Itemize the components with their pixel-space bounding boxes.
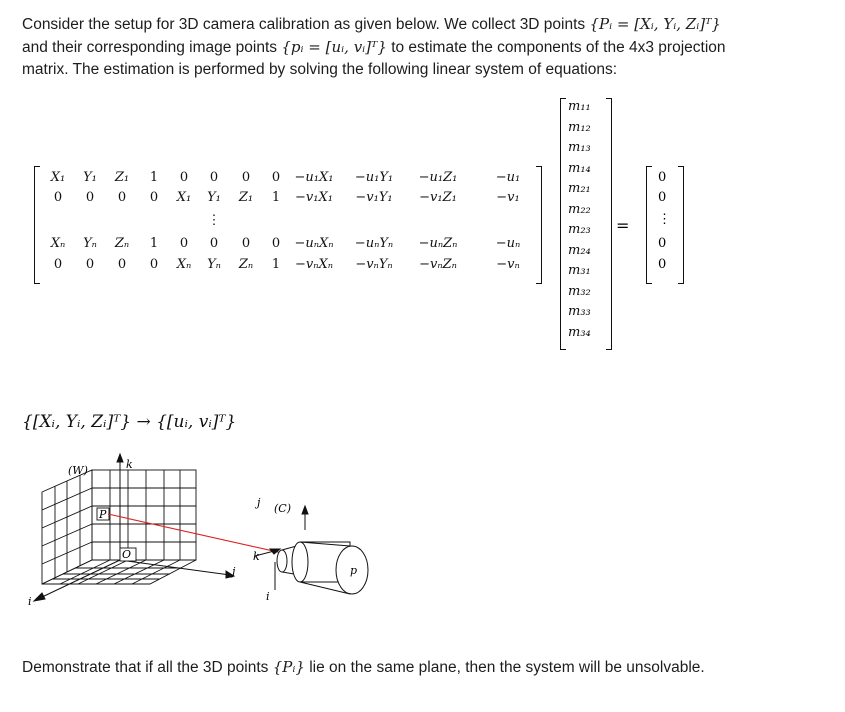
world-frame-label: (W)	[68, 464, 88, 477]
matrix-cell: −vₙZₙ	[419, 257, 457, 272]
zero-entry: 0	[658, 170, 667, 185]
world-points-set: {Pᵢ = [Xᵢ, Yᵢ, Zᵢ]ᵀ}	[589, 15, 721, 33]
zero-entry: 0	[658, 190, 667, 205]
unknown-entry: m₃₃	[568, 304, 591, 319]
matrix-cell: −v₁X₁	[295, 190, 333, 205]
matrix-right-bracket	[536, 166, 542, 284]
matrix-cell: Z₁	[114, 170, 130, 185]
image-point	[350, 564, 357, 577]
matrix-cell: 0	[271, 170, 281, 185]
problem-intro	[22, 13, 822, 81]
unknown-entry: m₁₁	[568, 99, 591, 114]
ic-label: i	[266, 590, 270, 603]
unknown-entry: m₁₃	[568, 140, 591, 155]
matrix-cell: 0	[179, 236, 189, 251]
matrix-cell: Zₙ	[238, 257, 254, 272]
intro-line-3: matrix. The estimation is performed by solving the following linear system of equations:	[22, 61, 618, 78]
intro-line-1: Consider the setup for 3D camera calibration as given below. We collect 3D points {Pᵢ = [Xᵢ, Yᵢ, Zᵢ]ᵀ}	[22, 15, 721, 33]
unknown-entry: m₂₄	[568, 242, 591, 258]
unknown-entry: m₁₂	[568, 119, 591, 135]
matrix-cell: 0	[53, 190, 63, 205]
matrix-cell: Y₁	[83, 170, 97, 185]
world-origin	[120, 548, 136, 561]
point-correspondence: {[Xᵢ, Yᵢ, Zᵢ]ᵀ} → {[uᵢ, vᵢ]ᵀ}	[22, 412, 237, 432]
matrix-cell: Zₙ	[114, 236, 130, 251]
matrix-cell: 0	[149, 190, 159, 205]
unknown-entry: m₃₄	[568, 324, 591, 340]
vector-right-bracket	[606, 98, 612, 350]
matrix-cell: −u₁Z₁	[418, 170, 458, 185]
matrix-cell: Yₙ	[83, 236, 97, 251]
kw-label: k	[126, 458, 133, 471]
unknown-entry: m₃₁	[568, 263, 591, 278]
matrix-cell: Xₙ	[50, 236, 66, 251]
matrix-cell: 0	[85, 257, 95, 272]
matrix-cell: 0	[241, 170, 251, 185]
matrix-cell: 0	[85, 190, 95, 205]
zero-right-bracket	[678, 166, 684, 284]
matrix-cell: 1	[149, 236, 159, 251]
problem-question: Demonstrate that if all the 3D points {Pᵢ} lie on the same plane, then the system will be unsolvable.	[22, 658, 705, 676]
matrix-cell: −uₙ	[495, 236, 521, 251]
matrix-cell: −uₙXₙ	[294, 236, 334, 251]
iw-label: i	[28, 595, 32, 608]
matrix-cell: Xₙ	[176, 257, 192, 272]
matrix-cell: 1	[271, 190, 281, 205]
matrix-cell: −v₁	[496, 190, 520, 205]
matrix-cell: Yₙ	[207, 257, 221, 272]
matrix-cell: 0	[149, 257, 159, 272]
zero-entry: 0	[658, 236, 667, 251]
matrix-cell: X₁	[50, 170, 66, 185]
matrix-cell: −vₙ	[496, 257, 520, 272]
matrix-cell: Y₁	[207, 190, 221, 205]
unknown-entry: m₂₃	[568, 222, 591, 237]
calibration-figure	[0, 450, 420, 620]
matrix-cell: 0	[53, 257, 63, 272]
matrix-cell: 0	[209, 236, 219, 251]
matrix-cell: 0	[179, 170, 189, 185]
matrix-cell: 1	[149, 170, 159, 185]
vector-left-bracket	[560, 98, 566, 350]
matrix-cell: −v₁Y₁	[355, 190, 393, 205]
jc-label: j	[257, 496, 261, 509]
matrix-cell: −uₙYₙ	[354, 236, 394, 251]
zero-entry: ⋮	[658, 212, 671, 227]
matrix-cell: −uₙZₙ	[418, 236, 458, 251]
matrix-cell: 0	[241, 236, 251, 251]
jw-label: j	[232, 565, 236, 578]
equals-sign: =	[616, 216, 630, 235]
matrix-left-bracket	[34, 166, 40, 284]
unknown-entry: m₂₂	[568, 201, 591, 217]
zero-left-bracket	[646, 166, 652, 284]
unknown-entry: m₂₁	[568, 181, 591, 196]
matrix-cell: X₁	[176, 190, 192, 205]
matrix-cell: 0	[117, 257, 127, 272]
world-point-p	[97, 508, 109, 521]
intro-line-2: and their corresponding image points {pᵢ = [uᵢ, vᵢ]ᵀ} to estimate the components of the 4x3 projection	[22, 38, 726, 56]
floor-grid	[42, 560, 196, 584]
matrix-cell: 0	[271, 236, 281, 251]
unknown-entry: m₃₂	[568, 283, 591, 299]
matrix-cell: 0	[117, 190, 127, 205]
left-wall-grid	[42, 470, 92, 584]
matrix-cell: −vₙXₙ	[294, 257, 334, 272]
matrix-cell: −u₁X₁	[294, 170, 334, 185]
matrix-cell: −vₙYₙ	[355, 257, 393, 272]
unknown-entry: m₁₄	[568, 160, 591, 176]
points-set-math: {Pᵢ}	[272, 658, 305, 676]
camera-frame-label: (C)	[274, 502, 291, 515]
svg-text:P: P	[99, 508, 107, 521]
matrix-cell: 1	[271, 257, 281, 272]
matrix-cell: −v₁Z₁	[419, 190, 457, 205]
image-points-set: {pᵢ = [uᵢ, vᵢ]ᵀ}	[281, 38, 387, 56]
kc-label: k	[253, 550, 260, 563]
matrix-cell: 0	[209, 170, 219, 185]
matrix-cell: ⋮	[207, 213, 221, 228]
svg-text:p: p	[350, 564, 358, 577]
svg-text:O: O	[122, 548, 132, 561]
matrix-cell: Z₁	[238, 190, 254, 205]
matrix-cell: −u₁Y₁	[354, 170, 394, 185]
matrix-cell: −u₁	[495, 170, 521, 185]
zero-entry: 0	[658, 257, 667, 272]
